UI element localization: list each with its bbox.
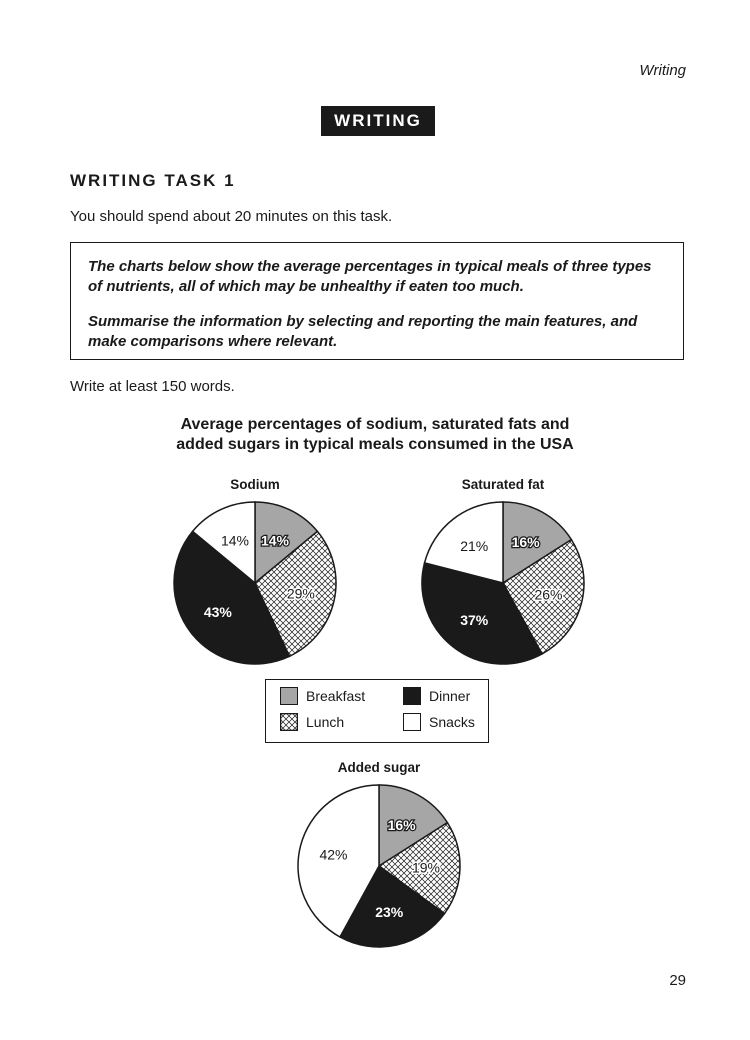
pie-label-added-sugar-snacks: 42% — [319, 846, 348, 863]
pie-label-sodium-lunch: 29% — [286, 585, 315, 602]
chart-legend — [265, 679, 489, 743]
legend-label-breakfast: Breakfast — [306, 688, 366, 704]
pie-chart-sodium — [172, 500, 338, 666]
task-prompt-box — [70, 242, 684, 360]
legend-label-lunch: Lunch — [306, 714, 345, 730]
pie-label-added-sugar-lunch: 19% — [411, 859, 440, 876]
pie-label-saturated-fat-breakfast: 16% — [511, 533, 540, 550]
pie-title-added-sugar: Added sugar — [337, 760, 421, 775]
section-header: Writing — [639, 62, 686, 79]
pie-label-saturated-fat-dinner: 37% — [460, 612, 489, 629]
task-heading: WRITING TASK 1 — [70, 171, 236, 190]
pie-title-sodium: Sodium — [230, 477, 280, 492]
legend-label-snacks: Snacks — [429, 714, 475, 730]
pie-label-added-sugar-breakfast: 16% — [387, 816, 416, 833]
legend-item-lunch — [280, 713, 344, 731]
pie-label-sodium-dinner: 43% — [203, 603, 232, 620]
pie-label-sodium-snacks: 14% — [220, 532, 250, 549]
legend-item-dinner — [403, 687, 470, 705]
legend-item-snacks — [403, 713, 475, 731]
legend-swatch-lunch — [280, 713, 298, 731]
legend-item-breakfast — [280, 687, 365, 705]
pie-label-added-sugar-dinner: 23% — [375, 903, 404, 920]
pie-chart-saturated-fat — [420, 500, 586, 666]
pie-chart-added-sugar — [296, 783, 462, 949]
legend-swatch-breakfast — [280, 687, 298, 705]
page-number: 29 — [669, 972, 686, 989]
time-instruction: You should spend about 20 minutes on this task. — [70, 208, 393, 225]
legend-swatch-snacks — [403, 713, 421, 731]
word-count-instruction: Write at least 150 words. — [70, 378, 235, 395]
legend-swatch-dinner — [403, 687, 421, 705]
chart-title — [130, 415, 620, 455]
pie-title-saturated-fat: Saturated fat — [461, 477, 545, 492]
writing-banner: WRITING — [321, 106, 435, 136]
prompt-paragraph-2: Summarise the information by selecting and reporting the main features, and make comparisons where relevant. — [88, 313, 638, 350]
legend-label-dinner: Dinner — [429, 688, 471, 704]
pie-label-sodium-breakfast: 14% — [260, 532, 290, 549]
prompt-paragraph-1: The charts below show the average percentages in typical meals of three types of nutrients, all of which may be unhealthy if eaten too much. — [88, 258, 652, 295]
chart-title-line-2: added sugars in typical meals consumed in the USA — [176, 436, 574, 453]
pie-label-saturated-fat-snacks: 21% — [460, 537, 489, 554]
pie-label-saturated-fat-lunch: 26% — [534, 586, 563, 603]
chart-title-line-1: Average percentages of sodium, saturated fats and — [180, 416, 570, 433]
